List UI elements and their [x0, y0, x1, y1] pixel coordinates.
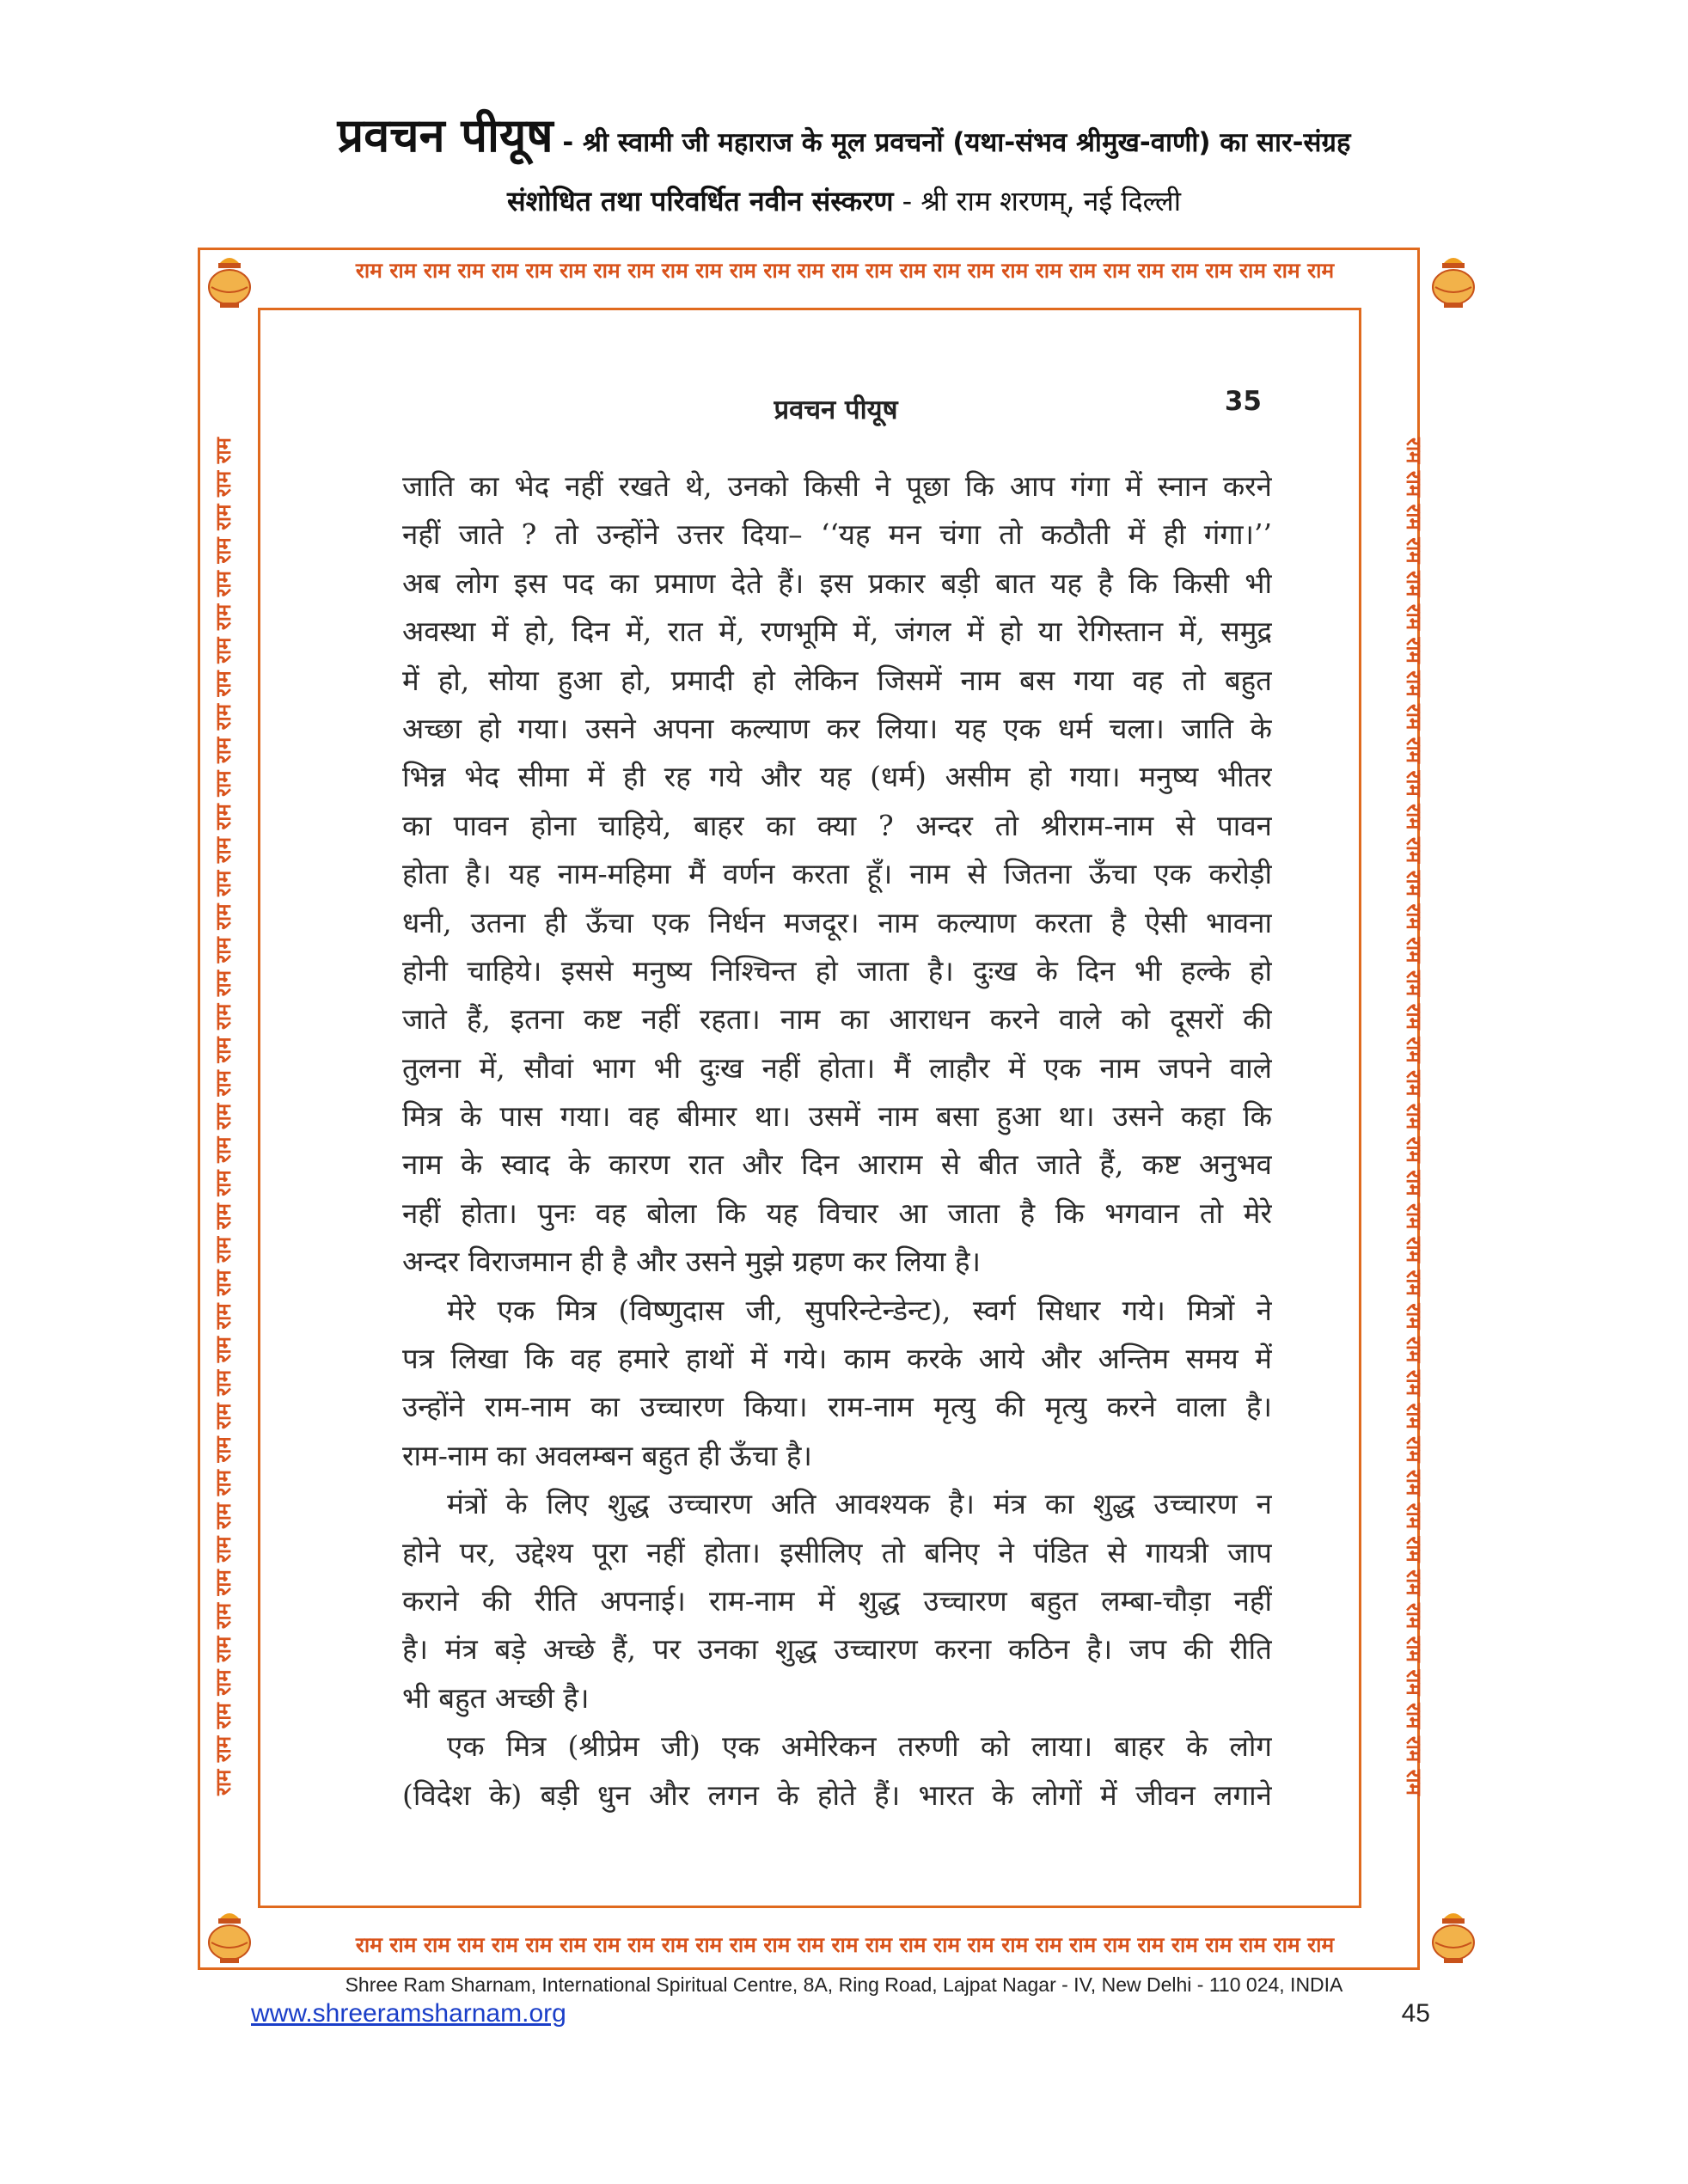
text-line: उन्होंने राम-नाम का उच्चारण किया। राम-नाम मृत्यु की मृत्यु करने वाला है। — [402, 1390, 1272, 1424]
text-line: अच्छा हो गया। उसने अपना कल्याण कर लिया। यह एक धर्म चला। जाति के — [402, 711, 1272, 745]
text-line: नहीं जाते ? तो उन्होंने उत्तर दिया– ‘‘यह मन चंगा तो कठौती में ही गंगा।’’ — [402, 517, 1272, 552]
text-line: भिन्न भेद सीमा में ही रह गये और यह (धर्म) असीम हो गया। मनुष्य भीतर — [402, 760, 1272, 794]
document-header — [0, 101, 1688, 165]
ram-border-top: राम राम राम राम राम राम राम राम राम राम राम राम राम राम राम राम राम राम राम राम राम राम राम राम राम राम राम राम राम — [355, 258, 1335, 283]
header-title: प्रवचन पीयूष — [337, 108, 553, 162]
kalash-urn-icon — [203, 253, 256, 309]
ram-border-left: राम राम राम राम राम राम राम राम राम राम राम राम राम राम राम राम राम राम राम राम राम राम राम राम राम राम राम राम राम राम राम राम राम राम राम राम राम राम राम राम राम — [211, 437, 235, 1796]
kalash-urn-icon — [1427, 253, 1480, 309]
text-line: भी बहुत अच्छी है। — [402, 1680, 590, 1715]
edition-rest: - श्री राम शरणम्, नई दिल्ली — [893, 185, 1181, 217]
book-page-number: 35 — [1224, 386, 1262, 417]
header-separator: - — [553, 127, 583, 158]
body-text — [402, 462, 1272, 1820]
text-line: एक मित्र (श्रीप्रेम जी) एक अमेरिकन तरुणी को लाया। बाहर के लोग — [447, 1729, 1272, 1764]
text-line: है। मंत्र बड़े अच्छे हैं, पर उनका शुद्ध उच्चारण करना कठिन है। जप की रीति — [402, 1632, 1272, 1667]
pdf-page-number: 45 — [1401, 1999, 1430, 2028]
text-line: होने पर, उद्देश्य पूरा नहीं होता। इसीलिए तो बनिए ने पंडित से गायत्री जाप — [402, 1535, 1272, 1569]
ram-border-bottom: राम राम राम राम राम राम राम राम राम राम राम राम राम राम राम राम राम राम राम राम राम राम राम राम राम राम राम राम राम — [355, 1932, 1335, 1957]
text-line: जाते हैं, इतना कष्ट नहीं रहता। नाम का आराधन करने वाले को दूसरों की — [402, 1002, 1272, 1037]
text-line: होता है। यह नाम-महिमा मैं वर्णन करता हूँ। नाम से जितना ऊँचा एक करोड़ी — [402, 857, 1272, 891]
kalash-urn-icon — [203, 1908, 256, 1965]
header-subtitle: श्री स्वामी जी महाराज के मूल प्रवचनों (यथा-संभव श्रीमुख-वाणी) का सार-संग्रह — [583, 127, 1351, 158]
edition-bold: संशोधित तथा परिवर्धित नवीन संस्करण — [507, 185, 894, 217]
scanned-page-header — [400, 386, 1272, 443]
text-line: मंत्रों के लिए शुद्ध उच्चारण अति आवश्यक है। मंत्र का शुद्ध उच्चारण न — [447, 1487, 1272, 1521]
text-line: जाति का भेद नहीं रखते थे, उनको किसी ने पूछा कि आप गंगा में स्नान करने — [402, 469, 1272, 503]
text-line: का पावन होना चाहिये, बाहर का क्या ? अन्दर तो श्रीराम-नाम से पावन — [402, 808, 1272, 842]
text-line: मित्र के पास गया। वह बीमार था। उसमें नाम बसा हुआ था। उसने कहा कि — [402, 1099, 1272, 1134]
text-line: होनी चाहिये। इससे मनुष्य निश्चिन्त हो जाता है। दुःख के दिन भी हल्के हो — [402, 953, 1272, 988]
text-line: नाम के स्वाद के कारण रात और दिन आराम से बीत जाते हैं, कष्ट अनुभव — [402, 1147, 1272, 1182]
text-line: नहीं होता। पुनः वह बोला कि यह विचार आ जाता है कि भगवान तो मेरे — [402, 1196, 1272, 1230]
footer-address: Shree Ram Sharnam, International Spiritual Centre, 8A, Ring Road, Lajpat Nagar - IV, New Delhi - 110 024, INDIA — [345, 1973, 1343, 1996]
text-line: धनी, उतना ही ऊँचा एक निर्धन मजदूर। नाम कल्याण करता है ऐसी भावना — [402, 905, 1272, 939]
text-line: राम-नाम का अवलम्बन बहुत ही ऊँचा है। — [402, 1438, 812, 1472]
text-line: तुलना में, सौवां भाग भी दुःख नहीं होता। मैं लाहौर में एक नाम जपने वाले — [402, 1050, 1272, 1085]
edition-line — [0, 182, 1688, 219]
text-line: अब लोग इस पद का प्रमाण देते हैं। इस प्रकार बड़ी बात यह है कि किसी भी — [402, 566, 1272, 600]
text-line: अन्दर विराजमान ही है और उसने मुझे ग्रहण कर लिया है। — [402, 1245, 982, 1279]
text-line: पत्र लिखा कि वह हमारे हाथों में गये। काम करके आये और अन्तिम समय में — [402, 1342, 1272, 1376]
ram-border-right: राम राम राम राम राम राम राम राम राम राम राम राम राम राम राम राम राम राम राम राम राम राम राम राम राम राम राम राम राम राम राम राम राम राम राम राम राम राम राम राम राम — [1402, 437, 1426, 1796]
text-line: कराने की रीति अपनाई। राम-नाम में शुद्ध उच्चारण बहुत लम्बा-चौड़ा नहीं — [402, 1583, 1272, 1618]
text-line: अवस्था में हो, दिन में, रात में, रणभूमि में, जंगल में हो या रेगिस्तान में, समुद्र — [402, 615, 1272, 649]
text-line: मेरे एक मित्र (विष्णुदास जी, सुपरिन्टेन्डेन्ट), स्वर्ग सिधार गये। मित्रों ने — [447, 1293, 1272, 1327]
website-link[interactable]: www.shreeramsharnam.org — [251, 1999, 566, 2028]
kalash-urn-icon — [1427, 1908, 1480, 1965]
text-line: (विदेश के) बड़ी धुन और लगन के होते हैं। भारत के लोगों में जीवन लगाने — [402, 1777, 1272, 1812]
text-line: में हो, सोया हुआ हो, प्रमादी हो लेकिन जिसमें नाम बस गया वह तो बहुत — [402, 663, 1272, 697]
running-title: प्रवचन पीयूष — [774, 395, 898, 425]
